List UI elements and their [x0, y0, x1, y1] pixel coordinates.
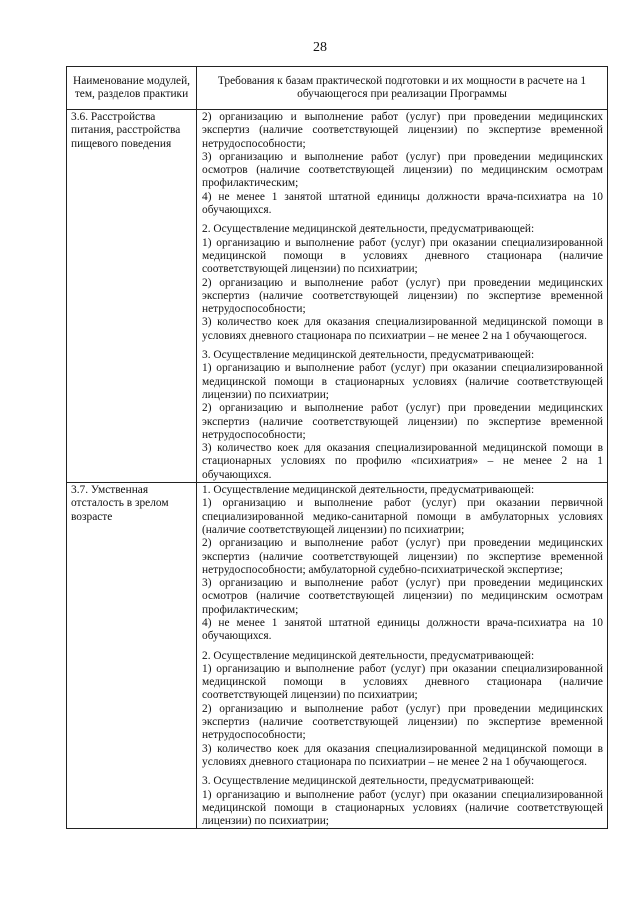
requirement-line: 3) количество коек для оказания специализированной медицинской помощи в условиях дневного стационара по психиатрии – не менее 2 на 1 обучающегося. [202, 316, 603, 342]
table-row [67, 483, 608, 829]
requirement-line: 1) организацию и выполнение работ (услуг) при оказании первичной специализированной медико-санитарной помощи в амбулаторных условиях (наличие соответствующей лицензии) по психиатрии; [202, 497, 603, 536]
requirement-line: 1) организацию и выполнение работ (услуг) при оказании специализированной медицинской помощи в условиях дневного стационара (наличие соответствующей лицензии) по психиатрии; [202, 236, 603, 276]
requirement-line: 1. Осуществление медицинской деятельности, предусматривающей: [202, 484, 535, 497]
requirement-line: 3) организацию и выполнение работ (услуг) при проведении медицинских осмотров (наличие соответствующей лицензии) по медицинским осмотрам профилактическим; [202, 577, 603, 616]
requirement-block [202, 223, 603, 343]
requirement-block [202, 111, 603, 217]
requirement-block [202, 650, 603, 770]
header-module-name: Наименование модулей, тем, разделов практики [67, 67, 197, 110]
requirement-line: 3. Осуществление медицинской деятельности, предусматривающей: [202, 775, 535, 788]
table-header-row [67, 67, 608, 110]
requirement-block [202, 484, 603, 644]
page-number: 28 [313, 40, 327, 55]
requirement-line: 3. Осуществление медицинской деятельности, предусматривающей: [202, 349, 535, 362]
requirement-line: 2) организацию и выполнение работ (услуг) при проведении медицинских экспертиз (наличие соответствующей лицензии) по экспертизе временной нетрудоспособности; [202, 402, 603, 441]
module-name: 3.6. Расстройства питания, расстройства пищевого поведения [67, 110, 197, 483]
requirement-line: 3) организацию и выполнение работ (услуг) при проведении медицинских осмотров (наличие соответствующей лицензии) по медицинским осмотрам профилактическим; [202, 150, 603, 190]
table-row [67, 110, 608, 483]
module-name: 3.7. Умственная отсталость в зрелом возрасте [67, 483, 197, 829]
requirement-line: 2) организацию и выполнение работ (услуг) при проведении медицинских экспертиз (наличие соответствующей лицензии) по экспертизе временной нетрудоспособности; амбулаторной судебно-психиатрической экспертизе; [202, 537, 603, 576]
requirement-line: 2) организацию и выполнение работ (услуг) при проведении медицинских экспертиз (наличие соответствующей лицензии) по экспертизе временной нетрудоспособности; [202, 702, 603, 742]
requirement-line: 2) организацию и выполнение работ (услуг) при проведении медицинских экспертиз (наличие соответствующей лицензии) по экспертизе временной нетрудоспособности; [202, 276, 603, 316]
requirement-block [202, 349, 603, 482]
requirement-line: 3) количество коек для оказания специализированной медицинской помощи в стационарных условиях по профилю «психиатрия» – не менее 2 на 1 обучающихся. [202, 442, 603, 481]
requirement-line: 2. Осуществление медицинской деятельности, предусматривающей: [202, 223, 535, 236]
requirements-table [66, 66, 608, 829]
requirements-cell [197, 483, 608, 829]
requirement-line: 4) не менее 1 занятой штатной единицы должности врача-психиатра на 10 обучающихся. [202, 616, 603, 643]
requirement-line: 1) организацию и выполнение работ (услуг) при оказании специализированной медицинской помощи в условиях дневного стационара (наличие соответствующей лицензии) по психиатрии; [202, 662, 603, 702]
requirement-line: 1) организацию и выполнение работ (услуг) при оказании специализированной медицинской помощи в стационарных условиях (наличие соответствующей лицензии) по психиатрии; [202, 788, 603, 828]
requirements-cell [197, 110, 608, 483]
header-requirements: Требования к базам практической подготовки и их мощности в расчете на 1 обучающегося при реализации Программы [197, 67, 608, 110]
requirement-block [202, 775, 603, 828]
requirement-line: 2) организацию и выполнение работ (услуг) при проведении медицинских экспертиз (наличие соответствующей лицензии) по экспертизе временной нетрудоспособности; [202, 111, 603, 150]
requirement-line: 3) количество коек для оказания специализированной медицинской помощи в условиях дневного стационара по психиатрии – не менее 2 на 1 обучающегося. [202, 742, 603, 768]
requirement-line: 4) не менее 1 занятой штатной единицы должности врача-психиатра на 10 обучающихся. [202, 190, 603, 217]
requirement-line: 1) организацию и выполнение работ (услуг) при оказании специализированной медицинской помощи в стационарных условиях (наличие соответствующей лицензии) по психиатрии; [202, 362, 603, 401]
requirement-line: 2. Осуществление медицинской деятельности, предусматривающей: [202, 649, 535, 662]
